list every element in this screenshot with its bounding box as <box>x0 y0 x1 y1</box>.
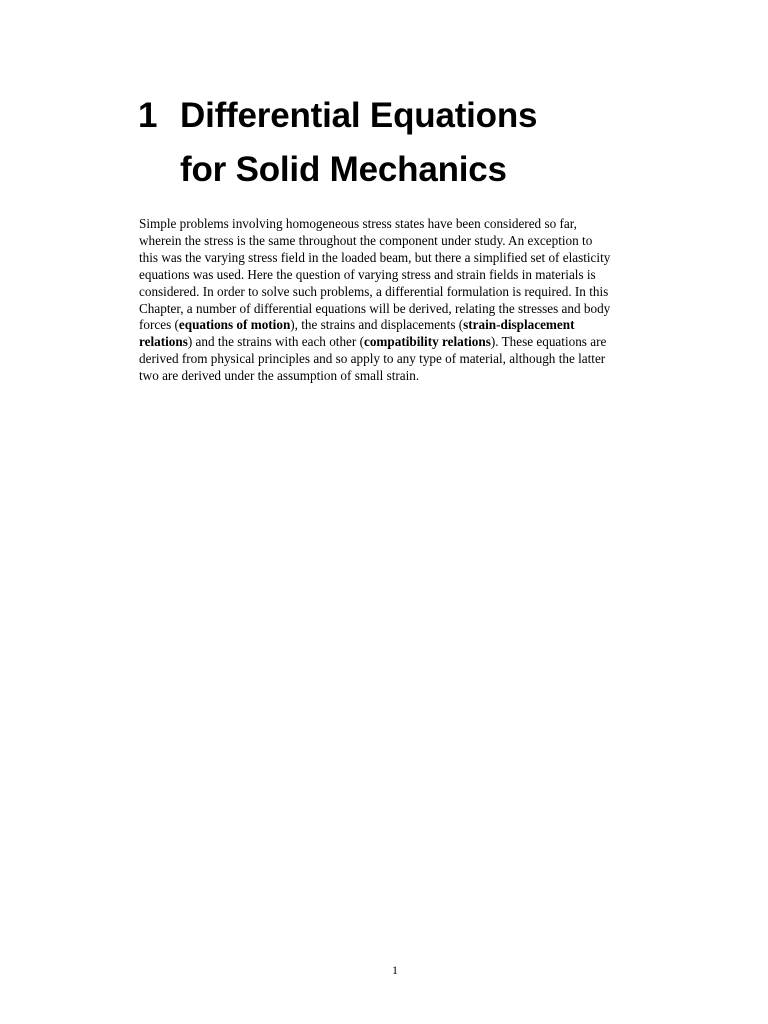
chapter-title-line-2: for Solid Mechanics <box>180 150 507 189</box>
chapter-heading <box>138 89 698 197</box>
paragraph-line <box>139 334 659 351</box>
term-strain-displacement: strain-displacement <box>463 317 575 333</box>
text-run: Chapter, a number of differential equations will be derived, relating the stresses and body <box>139 300 611 316</box>
paragraph-line <box>139 267 659 284</box>
text-run: ), the strains and displacements ( <box>290 317 464 333</box>
text-run: considered. In order to solve such problems, a differential formulation is required. In this <box>139 283 609 299</box>
text-run: equations was used. Here the question of varying stress and strain fields in materials is <box>139 266 596 282</box>
text-run: ). These equations are <box>490 334 607 350</box>
text-run: Simple problems involving homogeneous stress states have been considered so far, <box>139 216 577 231</box>
term-compatibility-relations: compatibility relations <box>363 334 491 350</box>
paragraph-line <box>139 351 659 368</box>
term-relations: relations <box>139 334 188 350</box>
chapter-title-line-1: Differential Equations <box>180 96 538 135</box>
paragraph-line <box>139 233 659 250</box>
page-number: 1 <box>392 963 398 977</box>
paragraph-line <box>139 301 659 318</box>
text-run: forces ( <box>139 317 179 333</box>
paragraph-line <box>139 216 659 233</box>
text-run: derived from physical principles and so apply to any type of material, although the latter <box>139 351 606 367</box>
paragraph-line <box>139 317 659 334</box>
paragraph-line <box>139 368 659 385</box>
text-run: ) and the strains with each other ( <box>187 334 364 350</box>
text-run: wherein the stress is the same throughout the component under study. An exception to <box>139 232 593 248</box>
paragraph-line <box>139 250 659 267</box>
chapter-number: 1 <box>138 96 158 135</box>
text-run: this was the varying stress field in the loaded beam, but there a simplified set of elasticity <box>139 249 611 265</box>
text-run: two are derived under the assumption of small strain. <box>139 368 420 384</box>
paragraph-line <box>139 284 659 301</box>
term-equations-of-motion: equations of motion <box>178 317 291 333</box>
intro-paragraph <box>139 216 659 385</box>
